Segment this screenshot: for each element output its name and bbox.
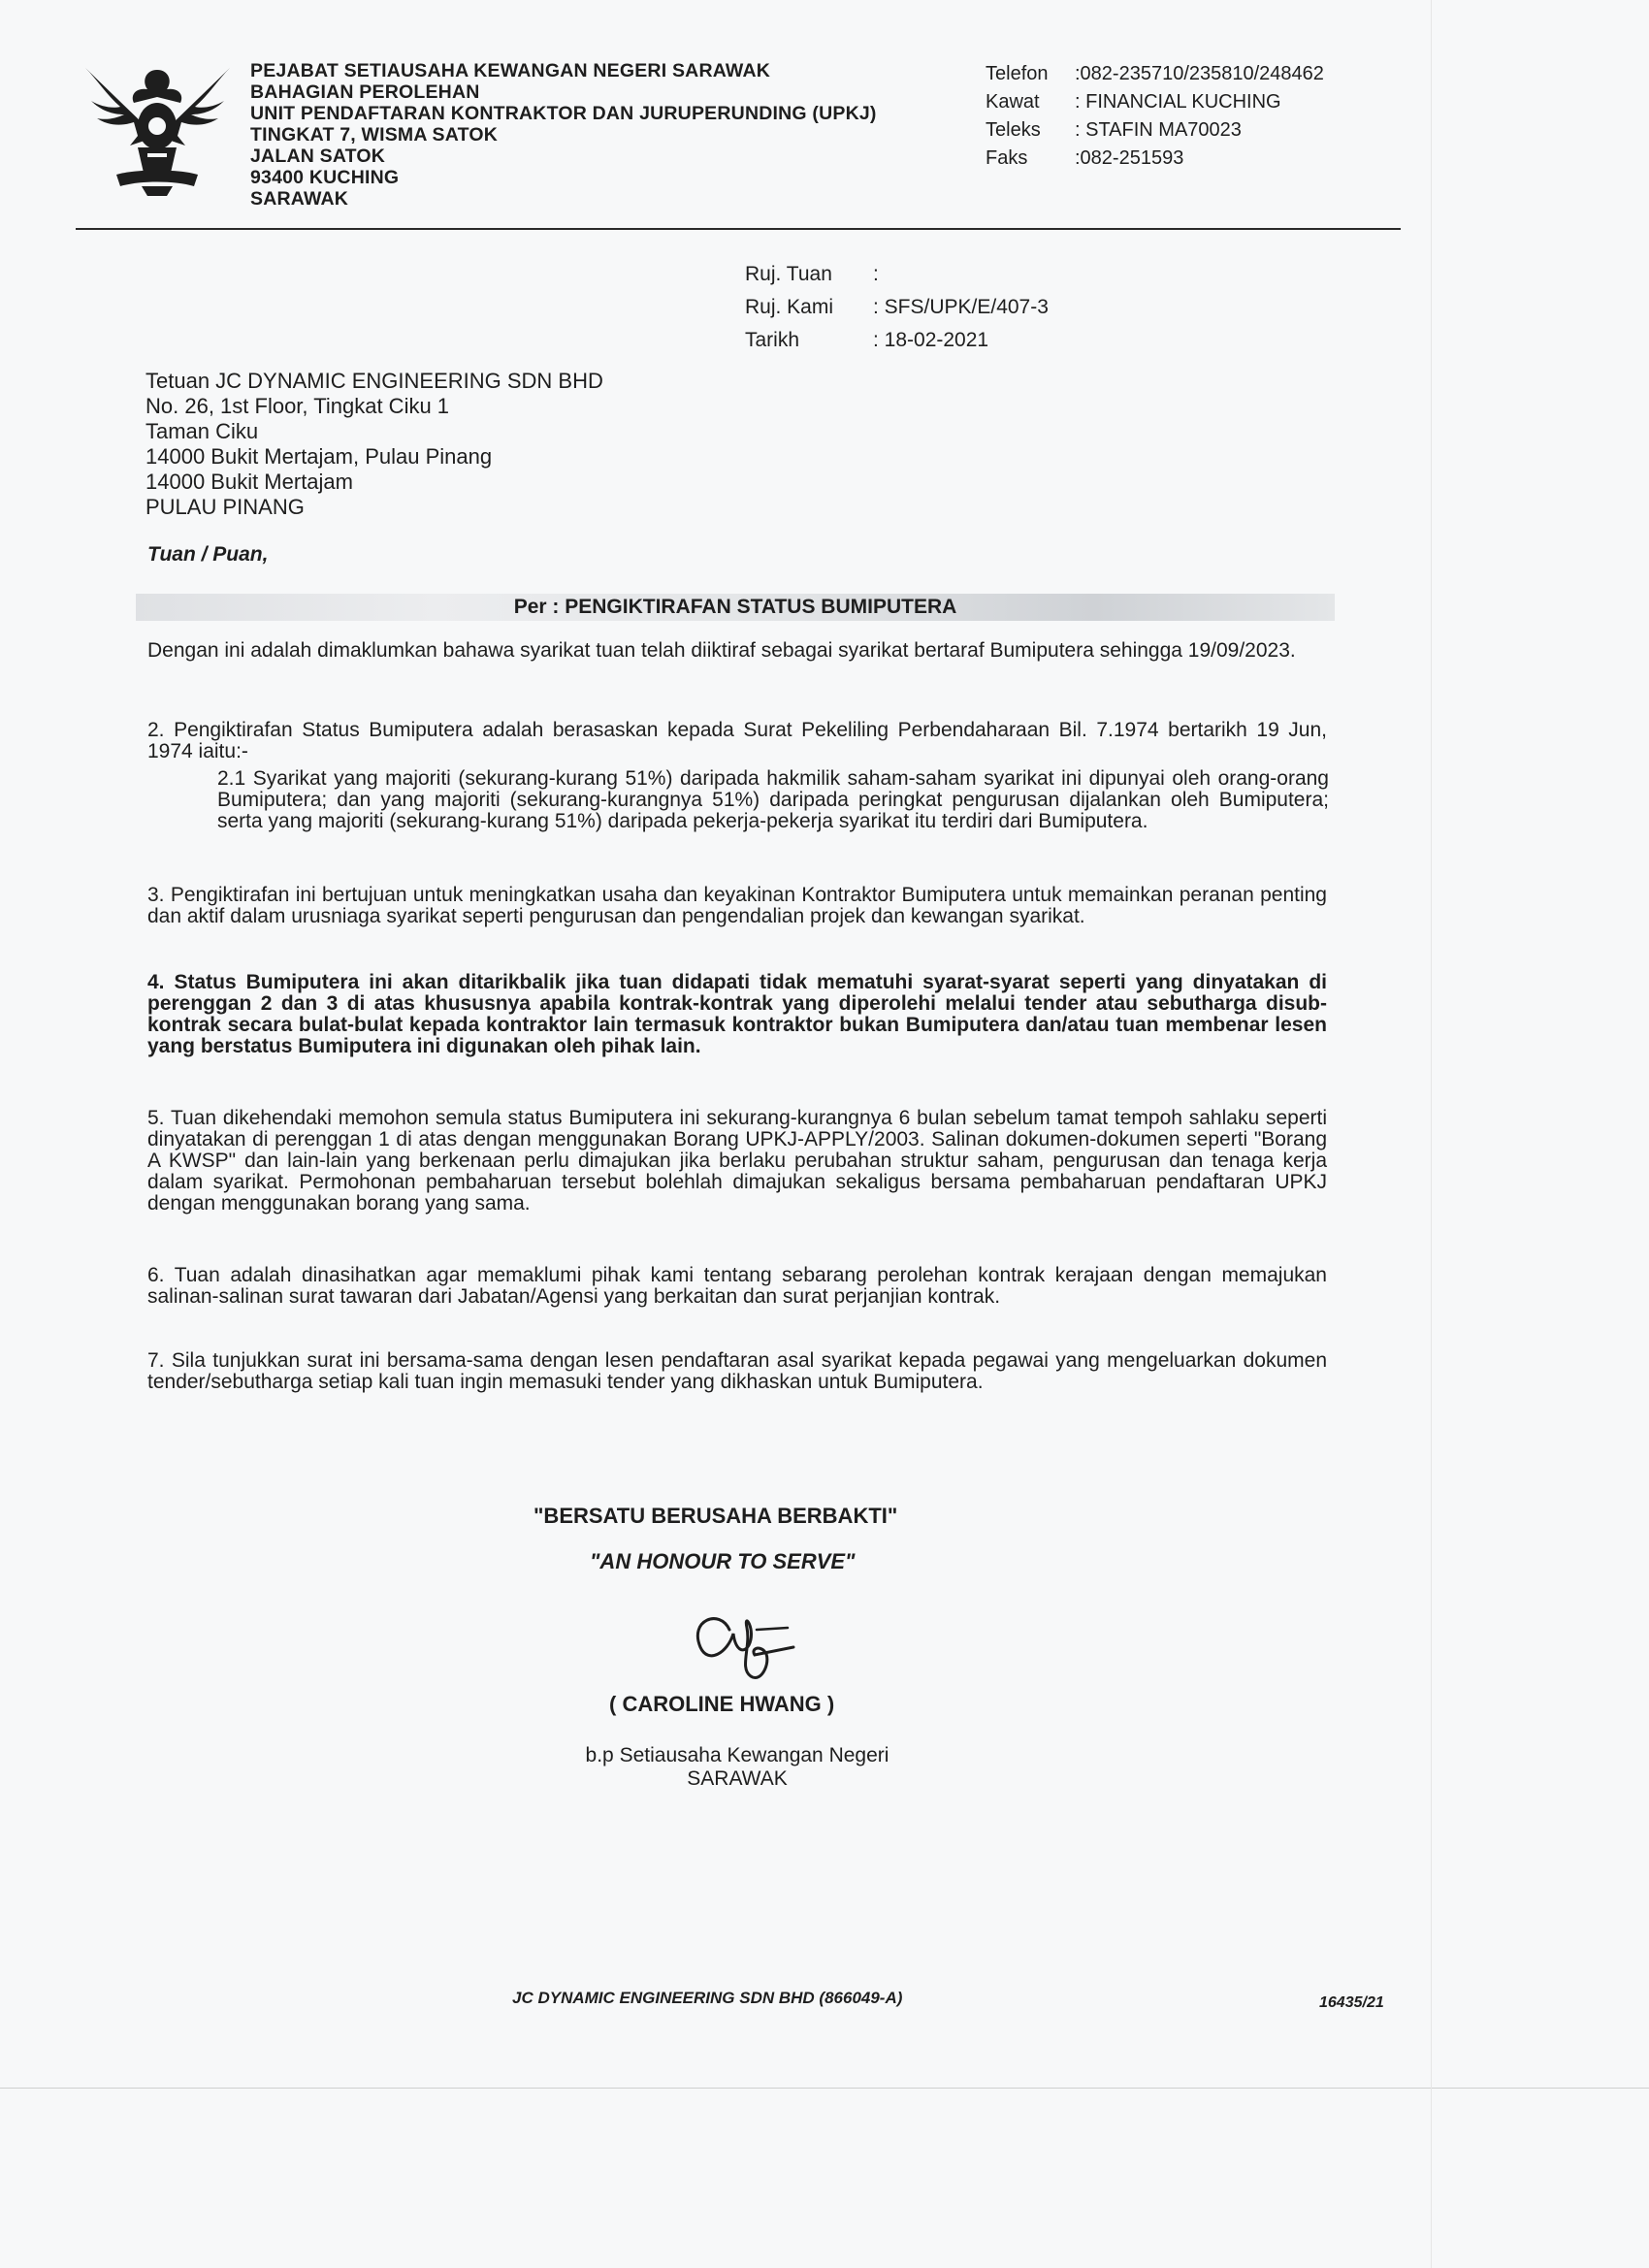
subject-line: Per : PENGIKTIRAFAN STATUS BUMIPUTERA bbox=[513, 596, 957, 618]
motto-english: "AN HONOUR TO SERVE" bbox=[590, 1549, 856, 1573]
footer-doc-number: 16435/21 bbox=[1319, 1994, 1384, 2011]
contact-value: :082-235710/235810/248462 bbox=[1075, 63, 1324, 84]
paragraph-6: 6. Tuan adalah dinasihatkan agar memaklumi pihak kami tentang sebarang perolehan kontrak kerajaan dengan memajukan salinan-salinan surat tawaran dari Jabatan/Agensi yang berkaitan dan surat perjanjian kontrak. bbox=[147, 1264, 1327, 1308]
contact-label: Telefon bbox=[986, 63, 1049, 84]
recipient-line: Tetuan JC DYNAMIC ENGINEERING SDN BHD bbox=[146, 369, 603, 393]
footer-company: JC DYNAMIC ENGINEERING SDN BHD (866049-A) bbox=[512, 1989, 903, 2007]
paragraph-2-1: 2.1 Syarikat yang majoriti (sekurang-kurang 51%) daripada hakmilik saham-saham syarikat ini dipunyai oleh orang-orang Bumiputera; dan yang majoriti (sekurang-kurangnya 51%) daripada peringkat pengurusan dijalankan oleh Bumiputera; serta yang majoriti (sekurang-kurang 51%) daripada pekerja-pekerja syarikat itu terdiri dari Bumiputera. bbox=[217, 767, 1329, 832]
header-divider bbox=[76, 228, 1401, 230]
recipient-line: PULAU PINANG bbox=[146, 495, 305, 519]
signatory-name: ( CAROLINE HWANG ) bbox=[609, 1692, 835, 1716]
contact-label: Teleks bbox=[986, 119, 1041, 141]
recipient-line: Taman Ciku bbox=[146, 419, 259, 443]
org-address-line: TINGKAT 7, WISMA SATOK bbox=[250, 124, 499, 146]
org-address-line: SARAWAK bbox=[250, 188, 349, 210]
reference-block bbox=[745, 258, 1049, 357]
paragraph-7: 7. Sila tunjukkan surat ini bersama-sama dengan lesen pendaftaran asal syarikat kepada pegawai yang mengeluarkan dokumen tender/sebutharga setiap kali tuan ingin memasuki tender yang dikhaskan untuk Bumiputera. bbox=[147, 1349, 1327, 1393]
contact-value: : STAFIN MA70023 bbox=[1075, 119, 1242, 141]
sarawak-crest-logo bbox=[78, 50, 238, 196]
org-division: BAHAGIAN PEROLEHAN bbox=[250, 81, 480, 103]
letterhead-organisation bbox=[250, 60, 877, 210]
scan-fold-line bbox=[1431, 0, 1432, 2268]
reference-value: : 18-02-2021 bbox=[873, 329, 989, 351]
reference-value: : SFS/UPK/E/407-3 bbox=[873, 296, 1049, 318]
handwritten-signature bbox=[679, 1591, 824, 1684]
paragraph-intro: Dengan ini adalah dimaklumkan bahawa syarikat tuan telah diiktiraf sebagai syarikat bertaraf Bumiputera sehingga 19/09/2023. bbox=[147, 639, 1296, 662]
contact-row bbox=[986, 88, 1324, 116]
contact-label: Faks bbox=[986, 147, 1028, 169]
recipient-line: 14000 Bukit Mertajam, Pulau Pinang bbox=[146, 444, 493, 469]
scan-bottom-edge bbox=[0, 2088, 1649, 2089]
signatory-title bbox=[538, 1744, 936, 1791]
org-name: PEJABAT SETIAUSAHA KEWANGAN NEGERI SARAWAK bbox=[250, 60, 771, 81]
contact-label: Kawat bbox=[986, 91, 1040, 113]
contact-value: : FINANCIAL KUCHING bbox=[1075, 91, 1281, 113]
reference-row bbox=[745, 258, 1049, 291]
paragraph-5: 5. Tuan dikehendaki memohon semula status Bumiputera ini sekurang-kurangnya 6 bulan sebelum tamat tempoh sahlaku seperti dinyatakan di perenggan 1 di atas dengan menggunakan Borang UPKJ-APPLY/2003. Salinan dokumen-dokumen seperti "Borang A KWSP" dan lain-lain yang berkenaan perlu dimajukan jika berlaku perubahan struktur saham, pengurusan dan tenaga kerja dalam syarikat. Permohonan pembaharuan tersebut bolehlah dimajukan sekaligus bersama pembaharuan pendaftaran UPKJ dengan menggunakan borang yang sama. bbox=[147, 1107, 1327, 1215]
recipient-line: 14000 Bukit Mertajam bbox=[146, 470, 353, 494]
reference-row bbox=[745, 324, 1049, 357]
paragraph-4: 4. Status Bumiputera ini akan ditarikbalik jika tuan didapati tidak mematuhi syarat-syarat seperti yang dinyatakan di perenggan 2 dan 3 di atas khususnya apabila kontrak-kontrak yang diperolehi melalui tender atau sebutharga disub-kontrak secara bulat-bulat kepada kontraktor lain termasuk kontraktor bukan Bumiputera dan/atau tuan membenar lesen yang berstatus Bumiputera ini digunakan oleh pihak lain. bbox=[147, 971, 1327, 1057]
paragraph-2: 2. Pengiktirafan Status Bumiputera adalah berasaskan kepada Surat Pekeliling Perbendaharaan Bil. 7.1974 bertarikh 19 Jun, 1974 iaitu:- bbox=[147, 719, 1327, 762]
letterhead-contacts bbox=[986, 60, 1324, 173]
contact-row bbox=[986, 60, 1324, 88]
contact-row bbox=[986, 116, 1324, 145]
org-address-line: 93400 KUCHING bbox=[250, 167, 400, 188]
org-address-line: JALAN SATOK bbox=[250, 146, 386, 167]
reference-label: Tarikh bbox=[745, 329, 800, 351]
salutation: Tuan / Puan, bbox=[147, 543, 269, 566]
paragraph-3: 3. Pengiktirafan ini bertujuan untuk meningkatkan usaha dan keyakinan Kontraktor Bumiputera untuk memainkan peranan penting dan aktif dalam urusniaga syarikat seperti pengurusan dan pengendalian projek dan kewangan syarikat. bbox=[147, 884, 1327, 927]
contact-value: :082-251593 bbox=[1075, 147, 1184, 169]
signatory-title-line: b.p Setiausaha Kewangan Negeri bbox=[585, 1744, 889, 1766]
reference-row bbox=[745, 291, 1049, 324]
org-unit: UNIT PENDAFTARAN KONTRAKTOR DAN JURUPERUNDING (UPKJ) bbox=[250, 103, 877, 124]
recipient-line: No. 26, 1st Floor, Tingkat Ciku 1 bbox=[146, 394, 450, 418]
signatory-title-line: SARAWAK bbox=[687, 1767, 788, 1790]
reference-label: Ruj. Kami bbox=[745, 296, 834, 318]
reference-value: : bbox=[873, 263, 879, 285]
contact-row bbox=[986, 145, 1324, 173]
reference-label: Ruj. Tuan bbox=[745, 263, 832, 285]
recipient-address bbox=[146, 369, 603, 520]
motto-malay: "BERSATU BERUSAHA BERBAKTI" bbox=[534, 1504, 898, 1528]
